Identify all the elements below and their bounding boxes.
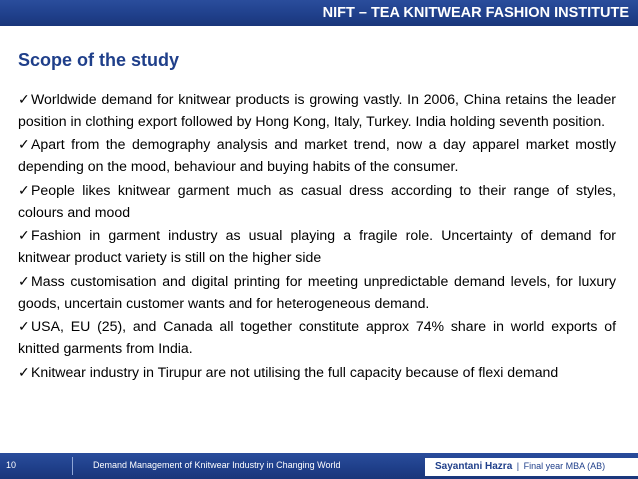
bullet-item xyxy=(18,225,616,268)
bullet-text: Apart from the demography analysis and market trend, now a day apparel market mostly depending on the mood, behaviour and buying habits of the consumer. xyxy=(18,136,616,175)
checkmark-icon: ✓ xyxy=(18,181,30,198)
bullet-item xyxy=(18,180,616,223)
checkmark-icon: ✓ xyxy=(18,272,30,289)
bullet-item xyxy=(18,134,616,177)
checkmark-icon: ✓ xyxy=(18,91,30,107)
header-bar xyxy=(0,0,638,26)
bullet-text: Mass customisation and digital printing for meeting unpredictable demand levels, for luxury goods, uncertain customer wants and for heterogeneous demand. xyxy=(18,272,616,311)
program-label: Final year MBA (AB) xyxy=(523,461,606,471)
slide-title: Scope of the study xyxy=(18,50,180,70)
checkmark-icon: ✓ xyxy=(18,363,30,380)
bullet-item xyxy=(18,316,616,359)
bullet-text: Knitwear industry in Tirupur are not utilising the full capacity because of flexi demand xyxy=(31,363,559,380)
bullet-text: Worldwide demand for knitwear products is growing vastly. In 2006, China retains the leader position in clothing export followed by Hong Kong, Italy, Turkey. India holding seventh position. xyxy=(18,91,616,129)
bullet-item xyxy=(18,89,616,132)
footer-bar xyxy=(0,453,638,479)
bullet-text: USA, EU (25), and Canada all together constitute approx 74% share in world exports of knitted garments from India. xyxy=(18,318,616,357)
author-name: Sayantani Hazra xyxy=(435,461,513,472)
bullet-item xyxy=(18,271,616,314)
bullet-text: Fashion in garment industry as usual playing a fragile role. Uncertainty of demand for knitwear product variety is still on the higher side xyxy=(18,227,616,266)
bullet-item xyxy=(18,362,616,384)
bullet-list xyxy=(18,89,616,386)
institute-title: NIFT – TEA KNITWEAR FASHION INSTITUTE xyxy=(322,5,629,21)
page-number: 10 xyxy=(6,460,17,470)
footer-separator: | xyxy=(516,461,520,471)
bullet-text: People likes knitwear garment much as casual dress according to their range of styles, colours and mood xyxy=(18,181,616,220)
footer-subject: Demand Management of Knitwear Industry in Changing World xyxy=(93,460,341,470)
checkmark-icon: ✓ xyxy=(18,318,30,335)
checkmark-icon: ✓ xyxy=(18,227,30,244)
checkmark-icon: ✓ xyxy=(18,136,30,153)
footer-divider xyxy=(72,457,73,475)
footer-author-box xyxy=(425,458,638,476)
